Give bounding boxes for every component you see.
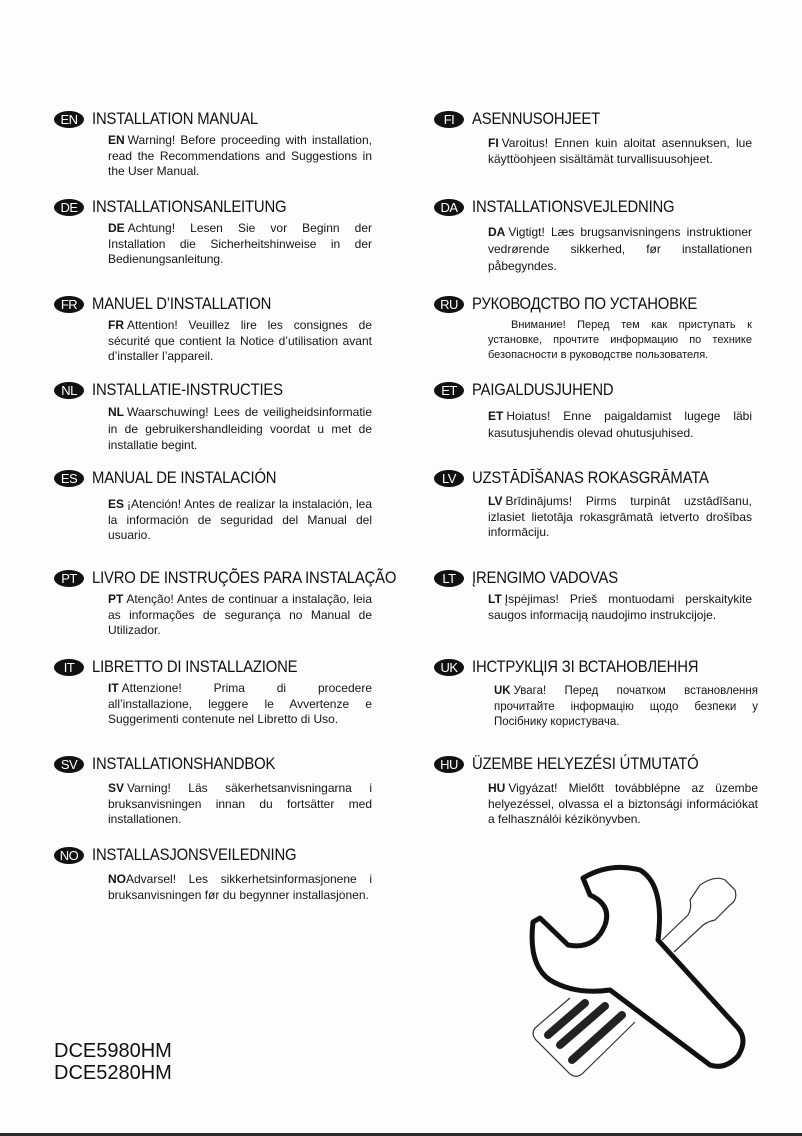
language-badge-uk: UK <box>434 659 464 676</box>
section-body: PT Atenção! Antes de continuar a instalação, leia as informações de segurança no Manual de Utilizador. <box>108 592 372 637</box>
section-fr <box>54 293 394 365</box>
section-it <box>54 656 394 728</box>
section-es <box>54 467 394 544</box>
section-body: HU Vigyázat! Mielőtt továbblépne az üzembe helyezéssel, olvassa el a biztonsági információkat a felhasználói kézikönyvben. <box>488 781 758 826</box>
language-badge-es: ES <box>54 470 84 487</box>
section-pt <box>54 567 397 639</box>
language-badge-en: EN <box>54 111 84 128</box>
model-numbers <box>54 1040 172 1084</box>
section-body: Внимание! Перед тем как приступать к установке, прочтите информацию по технике безопасности в руководстве пользователя. <box>488 319 752 361</box>
section-hu <box>434 753 774 828</box>
language-badge-lv: LV <box>434 470 464 487</box>
section-title: ĮRENGIMO VADOVAS <box>472 568 618 587</box>
language-badge-fi: FI <box>434 111 464 128</box>
language-badge-hu: HU <box>434 756 464 773</box>
language-badge-pt: PT <box>54 570 84 587</box>
section-title: ÜZEMBE HELYEZÉSI ÚTMUTATÓ <box>472 754 699 773</box>
section-body: SV Varning! Läs säkerhetsanvisningarna i bruksanvisningen innan du fortsätter med installationen. <box>108 781 372 826</box>
section-title: INSTALLATION MANUAL <box>92 109 259 128</box>
section-title: INSTALLASJONSVEILEDNING <box>92 845 297 864</box>
section-de <box>54 196 394 268</box>
section-title: LIVRO DE INSTRUÇÕES PARA INSTALAÇÃO <box>92 568 397 587</box>
section-title: PAIGALDUSJUHEND <box>472 380 614 399</box>
section-title: ASENNUSOHJEET <box>472 109 601 128</box>
language-badge-no: NO <box>54 847 84 864</box>
section-body: LT Įspėjimas! Prieš montuodami perskaitykite saugos informaciją naudojimo instrukcijoje. <box>488 592 752 622</box>
language-badge-ru: RU <box>434 296 464 313</box>
section-ru <box>434 293 774 363</box>
section-title: INSTALLATIONSVEJLEDNING <box>472 197 675 216</box>
section-title: INSTALLATIE-INSTRUCTIES <box>92 380 283 399</box>
section-body: ET Hoiatus! Enne paigaldamist lugege läbi kasutusjuhendis olevad ohutusjuhised. <box>488 409 752 440</box>
language-badge-et: ET <box>434 382 464 399</box>
language-badge-da: DA <box>434 199 464 216</box>
language-badge-de: DE <box>54 199 84 216</box>
section-title: INSTALLATIONSHANDBOK <box>92 754 276 773</box>
section-et <box>434 379 774 441</box>
section-nl <box>54 379 394 454</box>
section-no <box>54 844 394 903</box>
section-title: РУКОВОДСТВО ПО УСТАНОВКЕ <box>472 294 698 313</box>
section-title: LIBRETTO DI INSTALLAZIONE <box>92 657 298 676</box>
section-body: DE Achtung! Lesen Sie vor Beginn der Installation die Sicherheitshinweise in der Bedienungsanleitung. <box>108 221 372 266</box>
section-body: LV Brīdinājums! Pirms turpināt uzstādīšanu, izlasiet lietotāja rokasgrāmatā ietverto drošības informāciju. <box>488 494 752 539</box>
section-title: INSTALLATIONSANLEITUNG <box>92 197 287 216</box>
section-en <box>54 108 394 180</box>
language-badge-it: IT <box>54 659 84 676</box>
model-number: DCE5980HM <box>54 1040 172 1062</box>
section-title: UZSTĀDĪŠANAS ROKASGRĀMATA <box>472 468 709 487</box>
section-body: FI Varoitus! Ennen kuin aloitat asennuksen, lue käyttöohjeen sisältämät turvallisuusohjeet. <box>488 136 752 166</box>
section-uk <box>434 656 774 731</box>
language-badge-nl: NL <box>54 382 84 399</box>
language-badge-sv: SV <box>54 756 84 773</box>
section-sv <box>54 753 394 828</box>
section-fi <box>434 108 774 167</box>
section-body: NL Waarschuwing! Lees de veiligheidsinformatie in de gebruikershandleiding voordat u met de installatie begint. <box>108 405 372 452</box>
section-body: ES ¡Atención! Antes de realizar la instalación, lea la información de seguridad del Manual del usuario. <box>108 497 372 542</box>
section-body: NOAdvarsel! Les sikkerhetsinformasjonene i bruksanvisningen før du begynner installasjonen. <box>108 872 372 902</box>
section-da <box>434 196 774 275</box>
section-title: MANUEL D’INSTALLATION <box>92 294 272 313</box>
section-body: FR Attention! Veuillez lire les consignes de sécurité que contient la Notice d’utilisation avant d’installer l’appareil. <box>108 318 372 363</box>
section-lt <box>434 567 774 623</box>
section-lv <box>434 467 774 541</box>
model-number: DCE5280HM <box>54 1062 172 1084</box>
section-title: MANUAL DE INSTALACIÓN <box>92 468 277 487</box>
section-body: IT Attenzione! Prima di procedere all’installazione, leggere le Avvertenze e Suggerimenti contenute nel Libretto di Uso. <box>108 681 372 726</box>
section-title: ІНСТРУКЦІЯ ЗІ ВСТАНОВЛЕННЯ <box>472 657 699 676</box>
wrench-and-screwdriver-icon <box>500 860 800 1100</box>
section-body: UK Увага! Перед початком встановлення прочитайте інформацію щодо безпеки у Посібнику користувача. <box>494 685 758 728</box>
section-body: EN Warning! Before proceeding with installation, read the Recommendations and Suggestions in the User Manual. <box>108 133 372 178</box>
language-badge-fr: FR <box>54 296 84 313</box>
section-body: DA Vigtigt! Læs brugsanvisningens instruktioner vedrørende sikkerhed, før installationen påbegyndes. <box>488 225 752 273</box>
language-badge-lt: LT <box>434 570 464 587</box>
